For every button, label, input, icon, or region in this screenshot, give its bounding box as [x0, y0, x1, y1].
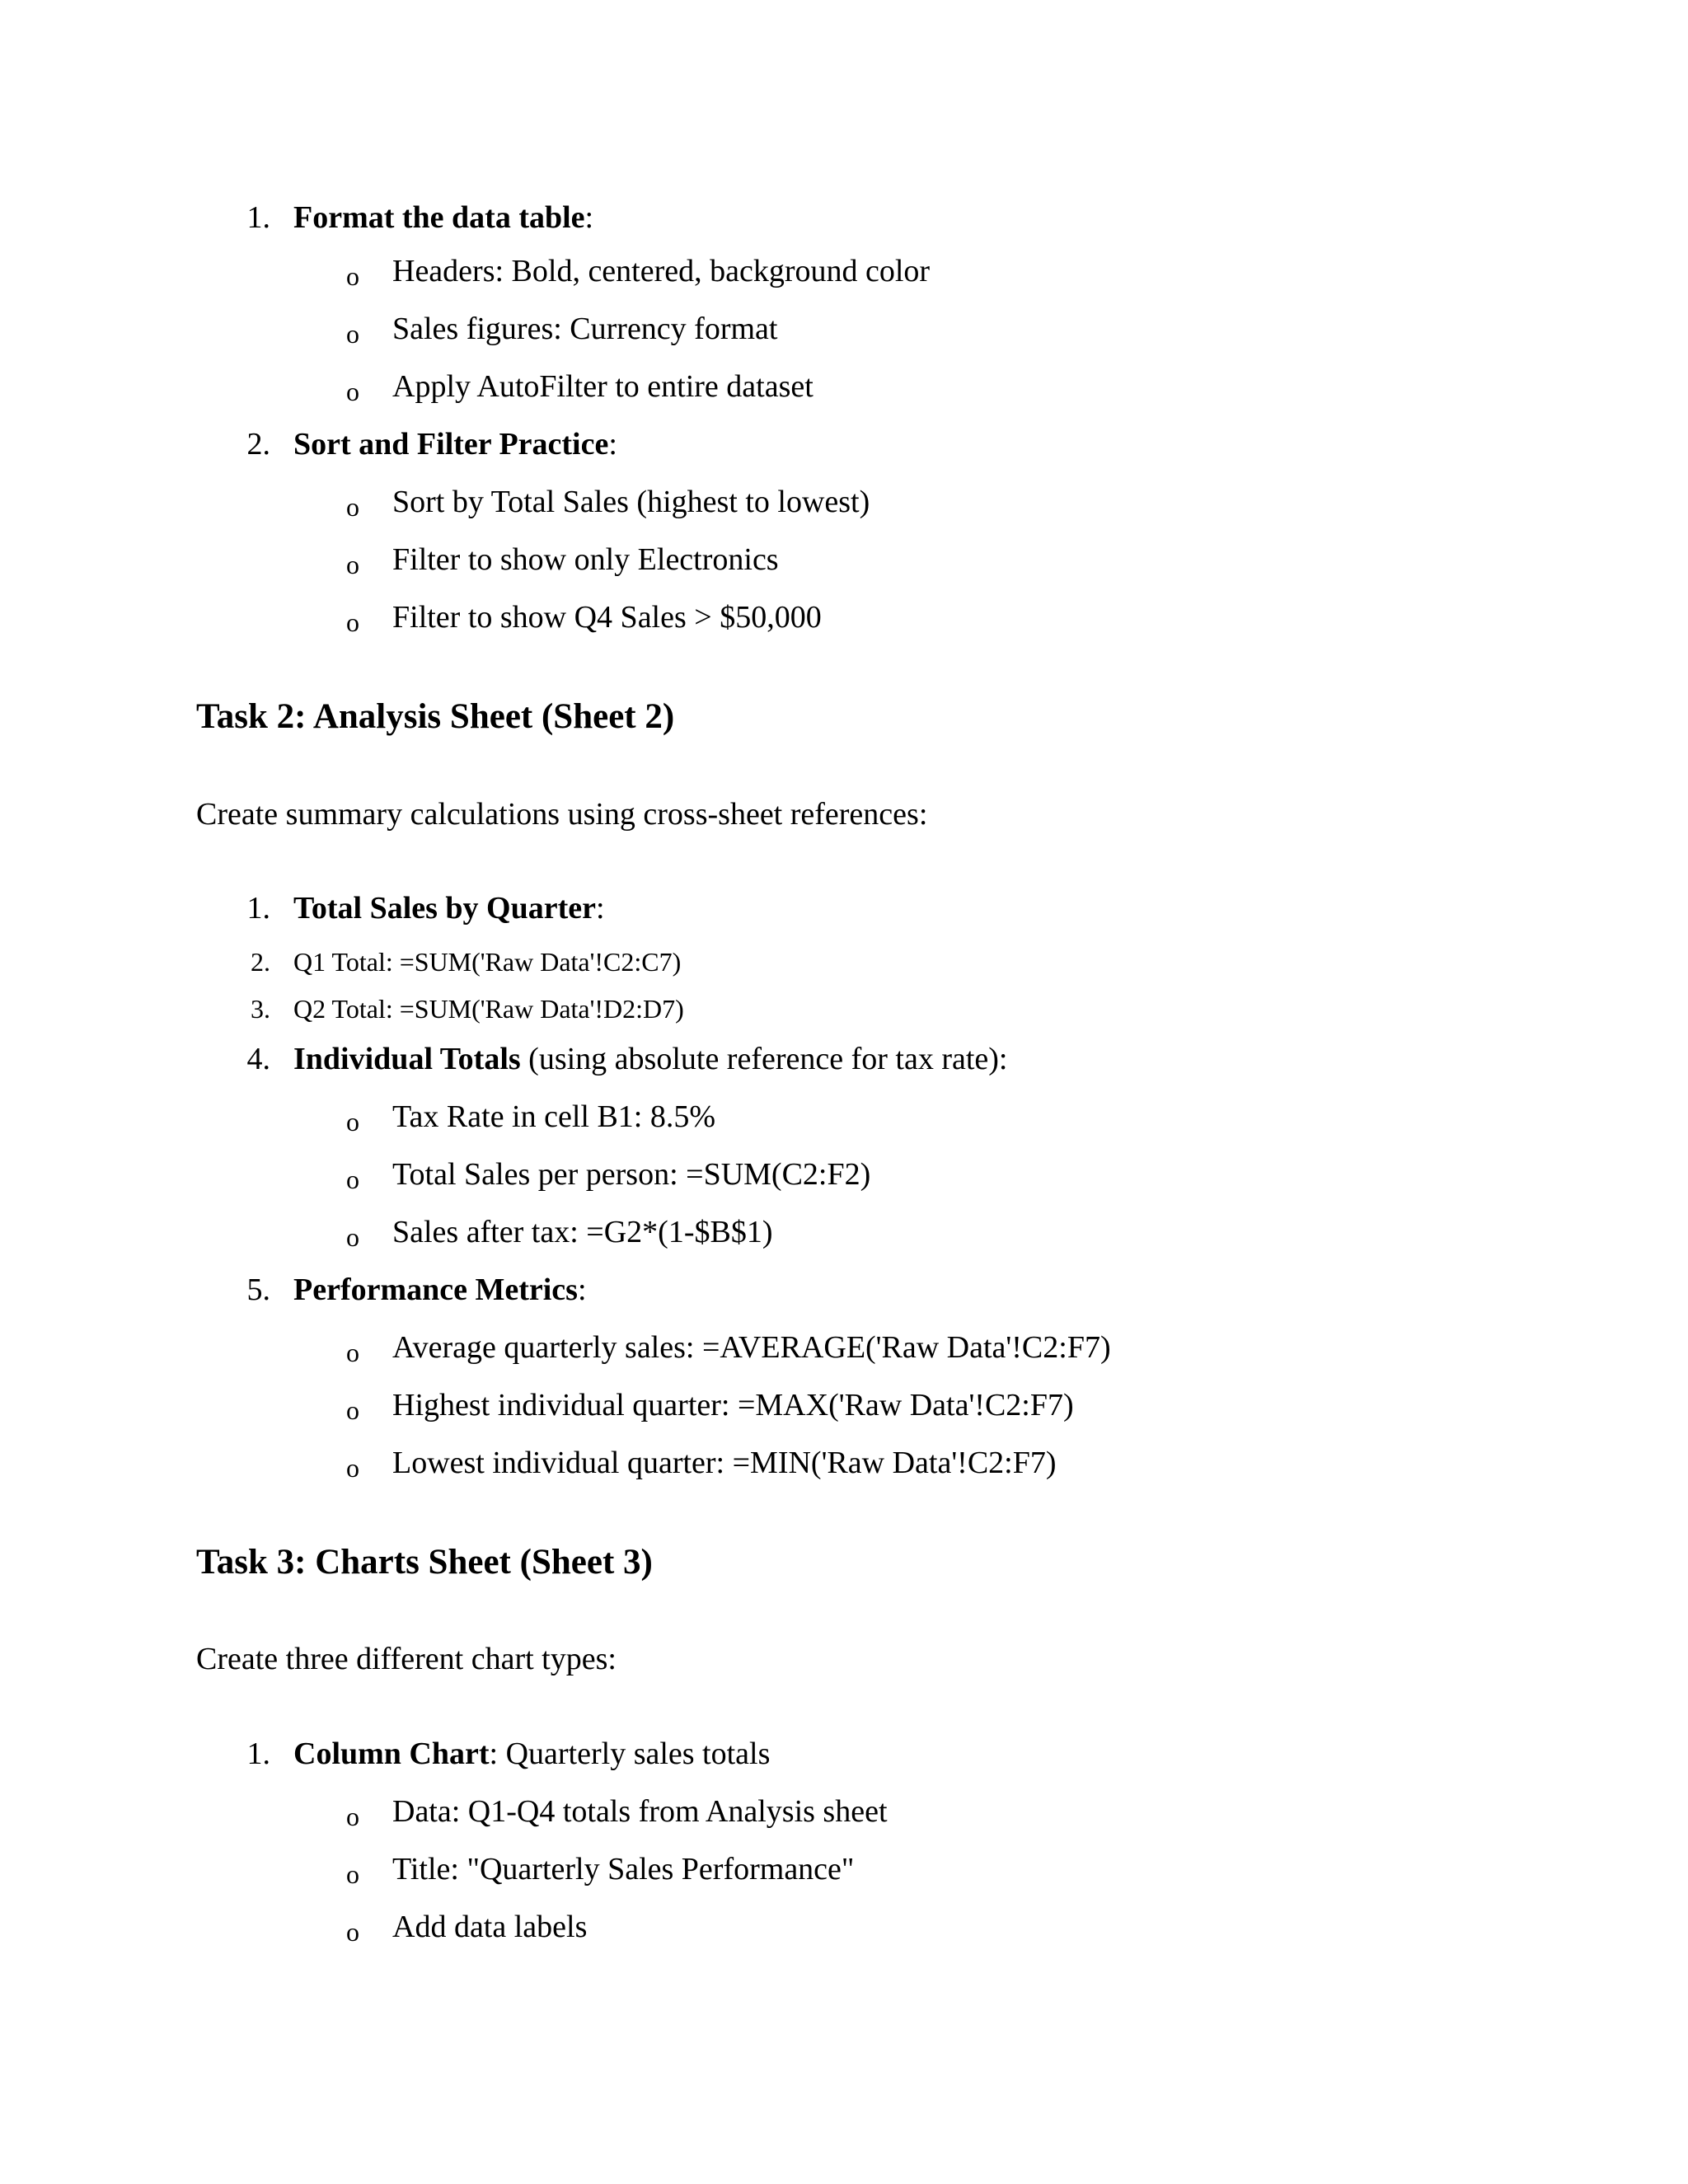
bullet-marker: o: [346, 1222, 359, 1252]
list-number: 1.: [246, 200, 270, 235]
bullet-text: Filter to show only Electronics: [392, 542, 779, 577]
bullet-marker: o: [346, 492, 359, 522]
list-number: 2.: [246, 427, 270, 462]
bullet-text: Data: Q1-Q4 totals from Analysis sheet: [392, 1794, 888, 1829]
list-number: 4.: [246, 1042, 270, 1076]
bullet-marker: o: [346, 1859, 359, 1889]
bullet-text: Add data labels: [392, 1910, 588, 1944]
bullet-marker: o: [346, 1453, 359, 1483]
bullet-text: Average quarterly sales: =AVERAGE('Raw Data'!C2:F7): [392, 1330, 1111, 1365]
list-item-suffix: :: [608, 427, 617, 462]
bullet-text: Sales figures: Currency format: [392, 312, 778, 346]
bullet-marker: o: [346, 1917, 359, 1947]
list-number: 5.: [246, 1272, 270, 1307]
bullet-marker: o: [346, 1395, 359, 1425]
bullet-text: Sort by Total Sales (highest to lowest): [392, 485, 870, 519]
bullet-marker: o: [346, 607, 359, 637]
list-item-bold: Individual Totals: [293, 1042, 521, 1076]
list-item-suffix: :: [584, 200, 594, 235]
list-item-title: [293, 888, 605, 928]
bullet-text: Tax Rate in cell B1: 8.5%: [392, 1099, 716, 1134]
bullet-marker: o: [346, 1338, 359, 1367]
bullet-text: Highest individual quarter: =MAX('Raw Data'!C2:F7): [392, 1388, 1074, 1422]
list-number: 1.: [246, 891, 270, 926]
bullet-text: Filter to show Q4 Sales > $50,000: [392, 600, 822, 635]
section-heading-task2: Task 2: Analysis Sheet (Sheet 2): [196, 697, 675, 736]
list-item-suffix: :: [596, 891, 605, 926]
list-item-text: Q2 Total: =SUM('Raw Data'!D2:D7): [293, 994, 684, 1024]
list-number: 1.: [246, 1736, 270, 1771]
list-number: 3.: [251, 994, 270, 1024]
list-item-suffix: : Quarterly sales totals: [489, 1736, 771, 1771]
bullet-text: Title: "Quarterly Sales Performance": [392, 1852, 855, 1886]
list-item-title: [293, 1734, 770, 1774]
list-item-title: [293, 424, 617, 464]
bullet-marker: o: [346, 1107, 359, 1137]
section-intro-task3: Create three different chart types:: [196, 1642, 617, 1676]
list-number: 2.: [251, 947, 270, 977]
list-item-bold: Sort and Filter Practice: [293, 427, 609, 462]
bullet-text: Apply AutoFilter to entire dataset: [392, 369, 814, 404]
list-item-text: Q1 Total: =SUM('Raw Data'!C2:C7): [293, 947, 682, 977]
list-item-bold: Column Chart: [293, 1736, 490, 1771]
list-item-bold: Total Sales by Quarter: [293, 891, 596, 926]
bullet-text: Total Sales per person: =SUM(C2:F2): [392, 1157, 871, 1192]
bullet-marker: o: [346, 261, 359, 291]
bullet-marker: o: [346, 319, 359, 349]
bullet-text: Headers: Bold, centered, background color: [392, 254, 931, 288]
list-item-title: [293, 1039, 1008, 1079]
section-intro-task2: Create summary calculations using cross-sheet references:: [196, 797, 928, 832]
bullet-text: Sales after tax: =G2*(1-$B$1): [392, 1215, 773, 1249]
bullet-marker: o: [346, 377, 359, 406]
bullet-marker: o: [346, 550, 359, 579]
list-item-suffix: (using absolute reference for tax rate):: [520, 1042, 1008, 1076]
list-item-suffix: :: [577, 1272, 587, 1307]
list-item-title: [293, 1270, 587, 1310]
bullet-marker: o: [346, 1802, 359, 1831]
list-item-bold: Format the data table: [293, 200, 585, 235]
section-heading-task3: Task 3: Charts Sheet (Sheet 3): [196, 1543, 653, 1582]
list-item-bold: Performance Metrics: [293, 1272, 578, 1307]
bullet-text: Lowest individual quarter: =MIN('Raw Data'!C2:F7): [392, 1446, 1057, 1480]
bullet-marker: o: [346, 1165, 359, 1194]
list-item-title: [293, 198, 593, 237]
